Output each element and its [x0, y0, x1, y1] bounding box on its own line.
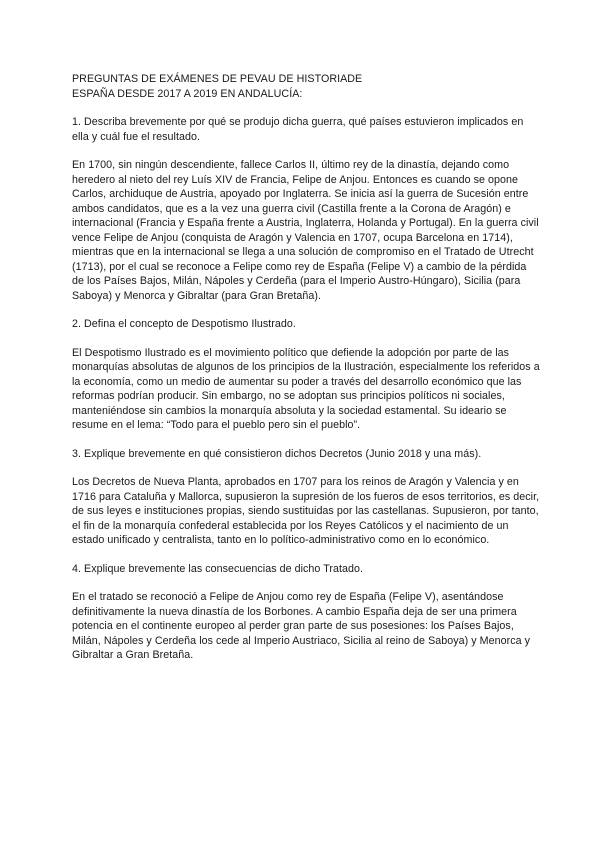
- answer-4: En el tratado se reconoció a Felipe de Anjou como rey de España (Felipe V), asentándose definitivamente la nueva dinastía de los Borbones. A cambio España deja de ser una primera potencia en el continente europeo al perder gran parte de sus posesiones: los Países Bajos, Milán, Nápoles y Cerdeña los cede al Imperio Austriaco, Sicilia al reino de Saboya) y Menorca y Gibraltar a Gran Bretaña.: [72, 591, 531, 661]
- document-title: [72, 72, 540, 101]
- question-2: 2. Defina el concepto de Despotismo Ilustrado.: [72, 318, 296, 330]
- document-page: [72, 72, 540, 677]
- title-line-1: PREGUNTAS DE EXÁMENES DE PEVAU DE HISTORIADE: [72, 73, 363, 85]
- answer-1: En 1700, sin ningún descendiente, fallece Carlos II, último rey de la dinastía, dejando como heredero al nieto del rey Luís XIV de Francia, Felipe de Anjou. Entonces es cuando se opone Carlos, archiduque de Austria, apoyado por Inglaterra. Se inicia así la guerra de Sucesión entre ambos candidatos, que es a la vez una guerra civil (Castilla frente a la Corona de Aragón) e internacional (Francia y España frente a Austria, Inglaterra, Holanda y Portugal). En la guerra civil vence Felipe de Anjou (conquista de Aragón y Valencia en 1707, ocupa Barcelona en 1714), mientras que en la internacional se llega a una solución de compromiso en el Tratado de Utrecht (1713), por el cual se reconoce a Felipe como rey de España (Felipe V) a cambio de la pérdida de los Países Bajos, Milán, Nápoles y Cerdeña (para el Imperio Austro-Húngaro), Sicilia (para Saboya) y Menorca y Gibraltar (para Gran Bretaña).: [72, 159, 539, 302]
- answer-3: Los Decretos de Nueva Planta, aprobados en 1707 para los reinos de Aragón y Valencia y en 1716 para Cataluña y Mallorca, supusieron la supresión de los fueros de esos territorios, es decir, de sus leyes e instituciones propias, siendo sustituidas por las castellanas. Supusieron, por tanto, el fin de la monarquía confederal establecida por los Reyes Católicos y el nacimiento de un estado unificado y centralista, tanto en lo político-administrativo como en lo económico.: [72, 476, 540, 546]
- question-1: 1. Describa brevemente por qué se produjo dicha guerra, qué países estuvieron implicados en ella y cuál fue el resultado.: [72, 116, 524, 143]
- answer-2: El Despotismo Ilustrado es el movimiento político que defiende la adopción por parte de las monarquías absolutas de algunos de los principios de la Ilustración, especialmente los referidos a la economía, como un medio de aumentar su poder a través del desarrollo económico que las reformas podrían producir. Sin embargo, no se adoptan sus principios políticos ni sociales, manteniéndose sin cambios la monarquía absoluta y la sociedad estamental. Su ideario se resume en el lema: “Todo para el pueblo pero sin el pueblo”.: [72, 346, 540, 431]
- title-line-2: ESPAÑA DESDE 2017 A 2019 EN ANDALUCÍA:: [72, 87, 303, 100]
- question-4: 4. Explique brevemente las consecuencias de dicho Tratado.: [72, 562, 364, 575]
- question-3: 3. Explique brevemente en qué consistieron dichos Decretos (Junio 2018 y una más).: [72, 447, 482, 460]
